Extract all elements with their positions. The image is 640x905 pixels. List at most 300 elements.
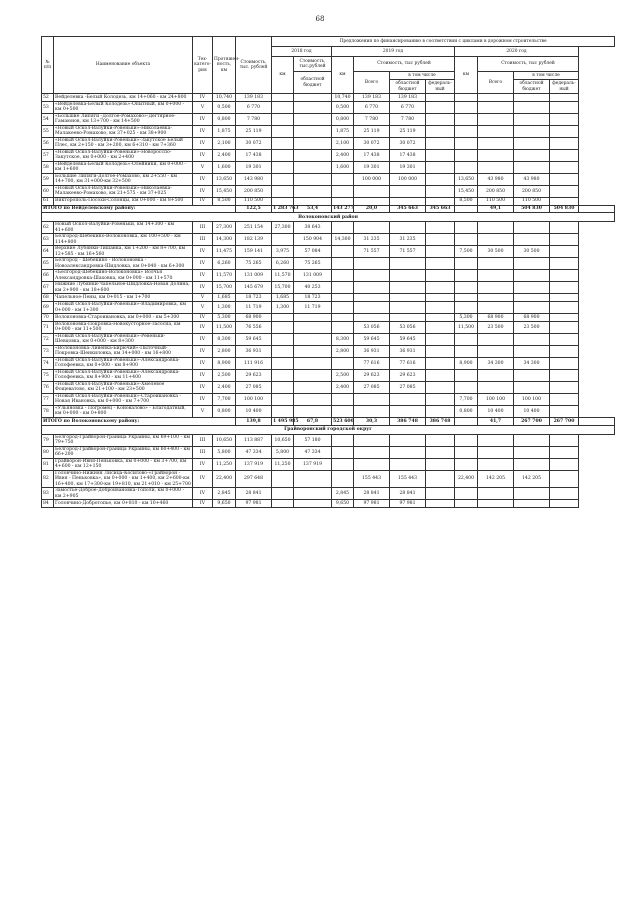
- tech-category: IV: [193, 458, 213, 470]
- row-number: 71: [42, 321, 54, 333]
- km-2019: 1,875: [332, 125, 354, 137]
- km-2018: [272, 333, 294, 345]
- header-including-2019: в том числе: [390, 72, 455, 80]
- km-2019: [332, 458, 354, 470]
- table-row: [42, 149, 615, 161]
- tech-category: III: [193, 234, 213, 246]
- regional-2018: [294, 125, 332, 137]
- total-2019: 31 235: [354, 234, 390, 246]
- object-name: Белгород-Грайворон-граница Украины, км 69+100 - км 79+750: [54, 434, 193, 446]
- km-2019: [332, 393, 354, 405]
- km-2018: [272, 393, 294, 405]
- row-number: 64: [42, 246, 54, 258]
- row-number: 53: [42, 101, 54, 113]
- km-2020: 7,700: [455, 393, 478, 405]
- section-title: Волоконовский район: [42, 213, 615, 222]
- km-2018: 10,650: [272, 434, 294, 446]
- federal-2020: [550, 488, 579, 500]
- tech-category: IV: [193, 113, 213, 125]
- table-row: [42, 488, 615, 500]
- federal-2019: [426, 393, 455, 405]
- cost: 159 141: [236, 246, 272, 258]
- cost: 97 981: [236, 500, 272, 508]
- financing-table: [41, 36, 615, 508]
- length: 1,875: [213, 125, 236, 137]
- regional-2019: [390, 185, 426, 197]
- total-2019: [354, 282, 390, 294]
- km-2020: [455, 161, 478, 173]
- total-2019: [354, 270, 390, 282]
- table-row: [42, 185, 615, 197]
- km-2018: 11,570: [272, 270, 294, 282]
- cost: 19 301: [236, 161, 272, 173]
- regional-2020: [514, 488, 550, 500]
- federal-2020: [550, 185, 579, 197]
- regional-2018: 150 904: [294, 234, 332, 246]
- header-row: [42, 37, 615, 47]
- km-2020: [455, 149, 478, 161]
- row-number: 74: [42, 357, 54, 369]
- regional-2019: [390, 405, 426, 417]
- length: 1,600: [213, 161, 236, 173]
- federal-2019: [426, 101, 455, 113]
- row-number: 79: [42, 434, 54, 446]
- object-name: «Новый Оскол-Валуйки-Ровеньки»-Закутское Белый Плес, км 2+150 - км 3+200, км 6+310 - км 7+360: [54, 137, 193, 149]
- km-2018: [272, 500, 294, 508]
- length: 10,650: [213, 434, 236, 446]
- km-2020: [455, 345, 478, 357]
- tech-category: IV: [193, 470, 213, 488]
- table-row: [42, 458, 615, 470]
- km-2019: [332, 270, 354, 282]
- header-km-2018: км: [272, 57, 294, 94]
- km-2018: [272, 381, 294, 393]
- km-2018: [272, 488, 294, 500]
- regional-2018: 57 084: [294, 246, 332, 258]
- object-name: Грайворон-Ивня-Пеньковка, км 0+000 - км 3+700, км 4+600 - км 12+150: [54, 458, 193, 470]
- km-2018: [272, 137, 294, 149]
- regional-2020: [514, 101, 550, 113]
- total-2019: [354, 393, 390, 405]
- tech-category: IV: [193, 345, 213, 357]
- federal-2019: [426, 173, 455, 185]
- regional-2018: [294, 94, 332, 102]
- km-2019: [332, 434, 354, 446]
- cost: 30 072: [236, 137, 272, 149]
- km-2020: [455, 270, 478, 282]
- object-name: Новый Оскол-Валуйки-Ровеньки, км 14+300 - км 41+600: [54, 222, 193, 234]
- federal-2019: [426, 470, 455, 488]
- cost: 27 085: [236, 381, 272, 393]
- object-name: «Новый Оскол-Валуйки-Ровеньки»-Ревеньки-Шевцовка, км 0+000 - км 8+300: [54, 333, 193, 345]
- regional-2018: [294, 333, 332, 345]
- km-2020: [455, 500, 478, 508]
- section-title: Грайворонский городской округ: [42, 425, 615, 434]
- total-2019: [354, 258, 390, 270]
- regional-2018: [294, 381, 332, 393]
- row-number: 63: [42, 234, 54, 246]
- federal-2020: [550, 125, 579, 137]
- table-row: [42, 381, 615, 393]
- total-2019: 25 119: [354, 125, 390, 137]
- cost: 59 645: [236, 333, 272, 345]
- length: 2,800: [213, 345, 236, 357]
- km-2020: 8,900: [455, 357, 478, 369]
- total-2020: [478, 94, 514, 102]
- regional-2019: [390, 458, 426, 470]
- object-name: «Новый Оскол-Валуйки-Ровеньки»-Новоросспо-Закутское, км 0+000 - км 2+400: [54, 149, 193, 161]
- length: 10,740: [213, 94, 236, 102]
- cost: 7 780: [236, 113, 272, 125]
- length: 2,400: [213, 381, 236, 393]
- km-2019: 2,500: [332, 369, 354, 381]
- total-2020: 23 500: [478, 321, 514, 333]
- row-number: 80: [42, 446, 54, 458]
- total-2019: [354, 197, 390, 205]
- table-row: [42, 197, 615, 205]
- length: 11,250: [213, 458, 236, 470]
- total-2020: 142 205: [478, 470, 514, 488]
- regional-2018: 38 643: [294, 222, 332, 234]
- regional-2020: [514, 302, 550, 314]
- km-2019: [332, 294, 354, 302]
- length: 0,500: [213, 101, 236, 113]
- total-2020: [478, 137, 514, 149]
- km-2018: 1,685: [272, 294, 294, 302]
- tech-category: IV: [193, 357, 213, 369]
- regional-2019: 71 557: [390, 246, 426, 258]
- regional-2020: [514, 234, 550, 246]
- page-number: 68: [315, 15, 325, 23]
- km-2020: [455, 282, 478, 294]
- regional-2020: [514, 458, 550, 470]
- federal-2019: [426, 282, 455, 294]
- regional-2020: [514, 125, 550, 137]
- length: 1,300: [213, 302, 236, 314]
- km-2018: [272, 173, 294, 185]
- object-name: Верхние Лубянки-Тишанка, км 1+200 - км 8+700, км 12+585 - км 16+560: [54, 246, 193, 258]
- object-name: «Вейделевка-Белый Колодезь»-Опытный, км 0+000 - км 0+500: [54, 101, 193, 113]
- table-row: [42, 314, 615, 322]
- regional-2020: 23 500: [514, 321, 550, 333]
- table-row: [42, 282, 615, 294]
- row-number: 55: [42, 125, 54, 137]
- regional-2018: 75 265: [294, 258, 332, 270]
- km-2019: [332, 470, 354, 488]
- regional-2018: [294, 393, 332, 405]
- total-federal-2020: [579, 417, 615, 425]
- tech-category: IV: [193, 125, 213, 137]
- table-row: [42, 101, 615, 113]
- tech-category: IV: [193, 393, 213, 405]
- regional-2018: [294, 149, 332, 161]
- header-regional-2020: областной бюджет: [514, 80, 550, 94]
- total-2019: 53 056: [354, 321, 390, 333]
- regional-2018: [294, 488, 332, 500]
- federal-2020: [550, 258, 579, 270]
- object-name: Белгород-Шебекино-Волоконовка, км 100+500 - км 114+800: [54, 234, 193, 246]
- length: 11,570: [213, 270, 236, 282]
- total-2020: 110 500: [478, 197, 514, 205]
- length: 22,400: [213, 470, 236, 488]
- federal-2020: [550, 173, 579, 185]
- total-2019: [354, 446, 390, 458]
- km-2020: 8,500: [455, 197, 478, 205]
- row-number: 83: [42, 488, 54, 500]
- table-row: [42, 270, 615, 282]
- table-row: [42, 357, 615, 369]
- row-number: 70: [42, 314, 54, 322]
- regional-2018: [294, 357, 332, 369]
- total-2020: 10 400: [478, 405, 514, 417]
- cost: 139 183: [236, 94, 272, 102]
- federal-2019: [426, 222, 455, 234]
- table-row: [42, 294, 615, 302]
- header-category: Тех- катего- рия: [193, 37, 213, 94]
- total-2020: [478, 381, 514, 393]
- regional-2019: 19 301: [390, 161, 426, 173]
- km-2019: [332, 314, 354, 322]
- regional-2020: [514, 381, 550, 393]
- row-number: 78: [42, 405, 54, 417]
- length: 0,800: [213, 405, 236, 417]
- km-2019: 9,650: [332, 500, 354, 508]
- regional-2019: 100 000: [390, 173, 426, 185]
- regional-2018: [294, 197, 332, 205]
- row-number: 76: [42, 381, 54, 393]
- row-number: 73: [42, 345, 54, 357]
- regional-2020: [514, 282, 550, 294]
- km-2020: 11,500: [455, 321, 478, 333]
- header-total-2020: Всего: [478, 72, 514, 94]
- km-2019: [332, 446, 354, 458]
- object-name: Нижние Лубянки-Чапельное-Шидловка-Новая Долина, км 2+900 - км 18+600: [54, 282, 193, 294]
- length: 1,685: [213, 294, 236, 302]
- regional-2019: 17 438: [390, 149, 426, 161]
- federal-2019: [426, 137, 455, 149]
- regional-2020: [514, 333, 550, 345]
- regional-2019: [390, 282, 426, 294]
- km-2020: [455, 258, 478, 270]
- km-2020: [455, 125, 478, 137]
- km-2020: [455, 234, 478, 246]
- federal-2020: [550, 302, 579, 314]
- table-row: [42, 333, 615, 345]
- length: 15,700: [213, 282, 236, 294]
- km-2018: [272, 234, 294, 246]
- total-km-2018: 67,8: [294, 417, 332, 425]
- total-2020: 34 300: [478, 357, 514, 369]
- object-name: Вейделевка -Белый Колодезь, км 14+060 - км 24+800: [54, 94, 193, 102]
- federal-2019: [426, 197, 455, 205]
- federal-2020: [550, 197, 579, 205]
- length: 6,260: [213, 258, 236, 270]
- regional-2019: 6 770: [390, 101, 426, 113]
- object-name: «Вейделевка-Белый Колодезь»-Олейники, км 0+000 - км 1+600: [54, 161, 193, 173]
- total-2020: [478, 270, 514, 282]
- regional-2018: 18 723: [294, 294, 332, 302]
- row-number: 60: [42, 185, 54, 197]
- length: 2,500: [213, 369, 236, 381]
- federal-2019: [426, 125, 455, 137]
- km-2018: [272, 197, 294, 205]
- km-2018: [272, 405, 294, 417]
- total-2019: 6 770: [354, 101, 390, 113]
- regional-2019: 97 981: [390, 500, 426, 508]
- object-name: «Белгород-Шебекино-Волоконовка» Волчья Александровка-Шаховка, км 0+000 - км 11+570: [54, 270, 193, 282]
- tech-category: IV: [193, 500, 213, 508]
- tech-category: IV: [193, 258, 213, 270]
- object-name: Белгород - Шебекино - Волоконовка - Новоалександровка-Шидловка, км 0+040 - км 6+300: [54, 258, 193, 270]
- total-2019: 155 443: [354, 470, 390, 488]
- regional-2019: 77 616: [390, 357, 426, 369]
- regional-2019: 30 072: [390, 137, 426, 149]
- row-number: 58: [42, 161, 54, 173]
- tech-category: V: [193, 302, 213, 314]
- header-regional-2018: областной бюджет: [294, 72, 332, 94]
- regional-2020: [514, 94, 550, 102]
- km-2018: [272, 94, 294, 102]
- km-2019: [332, 197, 354, 205]
- km-2018: [272, 369, 294, 381]
- cost: 145 679: [236, 282, 272, 294]
- federal-2019: [426, 234, 455, 246]
- total-2019: [354, 222, 390, 234]
- table-row: [42, 137, 615, 149]
- cost: 47 334: [236, 446, 272, 458]
- km-2019: 2,400: [332, 149, 354, 161]
- regional-2018: 11 719: [294, 302, 332, 314]
- header-km-2020: км: [455, 57, 478, 94]
- regional-2018: [294, 314, 332, 322]
- header-km-2019: км: [332, 57, 354, 94]
- regional-2020: 10 400: [514, 405, 550, 417]
- header-cost-2019: Стоимость, тыс рублей: [354, 57, 455, 72]
- federal-2020: [550, 381, 579, 393]
- federal-2020: [550, 500, 579, 508]
- total-2019: 139 183: [354, 94, 390, 102]
- km-2018: [272, 149, 294, 161]
- tech-category: IV: [193, 185, 213, 197]
- cost: 75 265: [236, 258, 272, 270]
- federal-2020: [550, 314, 579, 322]
- total-2020: [478, 294, 514, 302]
- table-row: [42, 500, 615, 508]
- total-cost: 1 283 763: [273, 206, 299, 212]
- header-num: № п/п: [42, 37, 54, 94]
- tech-category: IV: [193, 314, 213, 322]
- km-2020: [455, 302, 478, 314]
- length: 11,475: [213, 246, 236, 258]
- total-federal-2019: [455, 205, 478, 213]
- cost: 200 850: [236, 185, 272, 197]
- regional-2019: 155 443: [390, 470, 426, 488]
- regional-2019: 29 623: [390, 369, 426, 381]
- km-2020: 0,800: [455, 405, 478, 417]
- total-row: [42, 205, 615, 213]
- table-row: [42, 234, 615, 246]
- object-name: Головчино-Нижняя Лисица-Косилово-«Грайворон - Ивня - Пеньковка», км 0+000 - км 1+400, км 2+600-км 16+400, км 17+300-км 19+810, км 21+010 - км 25+700: [55, 470, 191, 487]
- total-2019: 100 000: [354, 173, 390, 185]
- regional-2019: 53 056: [390, 321, 426, 333]
- header-cost: Стоимость, тыс. рублей: [236, 37, 272, 94]
- cost: 131 009: [236, 270, 272, 282]
- tech-category: IV: [193, 321, 213, 333]
- row-number: 62: [42, 222, 54, 234]
- km-2020: [455, 222, 478, 234]
- total-federal-2020: [579, 205, 615, 213]
- tech-category: III: [193, 222, 213, 234]
- header-total-2019: Всего: [354, 72, 390, 94]
- cost: 29 623: [236, 369, 272, 381]
- km-2018: [272, 321, 294, 333]
- federal-2020: [550, 333, 579, 345]
- federal-2020: [550, 161, 579, 173]
- object-name: Головчино-Добротопье, км 0+810 - км 10+460: [54, 500, 193, 508]
- regional-2019: [390, 270, 426, 282]
- federal-2020: [550, 405, 579, 417]
- km-2020: 13,650: [455, 173, 478, 185]
- federal-2019: [426, 345, 455, 357]
- object-name: «Новый Оскол-Валуйки-Ровеньки»-Александровка-Голофеевка, км 0+000 - км 8+900: [54, 357, 193, 369]
- table-row: [42, 113, 615, 125]
- federal-2019: [426, 94, 455, 102]
- cost: 297 648: [236, 470, 272, 488]
- cost: 76 556: [236, 321, 272, 333]
- federal-2020: [550, 434, 579, 446]
- length: 2,100: [213, 137, 236, 149]
- km-2019: [332, 282, 354, 294]
- total-2019: 28 841: [354, 488, 390, 500]
- table-row: [42, 173, 615, 185]
- total-2020: [478, 500, 514, 508]
- row-number: 52: [42, 94, 54, 102]
- length: 5,300: [213, 314, 236, 322]
- regional-2019: [390, 434, 426, 446]
- table-row: [42, 302, 615, 314]
- federal-2019: [426, 161, 455, 173]
- total-2019: 17 438: [354, 149, 390, 161]
- object-name: «Ульяновка - Погромец - Коновалово» - Благодатный, км 0+000 - км 0+800: [54, 405, 193, 417]
- km-2020: [455, 488, 478, 500]
- km-2018: 1,300: [272, 302, 294, 314]
- km-2019: [332, 405, 354, 417]
- km-2019: 14,300: [332, 234, 354, 246]
- table-row: [42, 258, 615, 270]
- regional-2020: [514, 113, 550, 125]
- total-2020: [478, 488, 514, 500]
- table-row: [42, 222, 615, 234]
- federal-2020: [550, 357, 579, 369]
- total-length: 139,8: [236, 417, 272, 425]
- header-length: Протяжен- ность, км: [213, 37, 236, 94]
- km-2019: 10,740: [332, 94, 354, 102]
- table-row: [42, 470, 615, 488]
- km-2019: [332, 222, 354, 234]
- regional-2018: [294, 101, 332, 113]
- km-2018: [272, 470, 294, 488]
- total-2019: 19 301: [354, 161, 390, 173]
- total-2019: 30 072: [354, 137, 390, 149]
- total-2020: [478, 149, 514, 161]
- total-2020: [478, 125, 514, 137]
- cost: 17 438: [236, 149, 272, 161]
- regional-2018: 47 334: [294, 446, 332, 458]
- total-2020: [478, 458, 514, 470]
- federal-2019: [426, 369, 455, 381]
- total-2019: 7 780: [354, 113, 390, 125]
- regional-2018: [294, 161, 332, 173]
